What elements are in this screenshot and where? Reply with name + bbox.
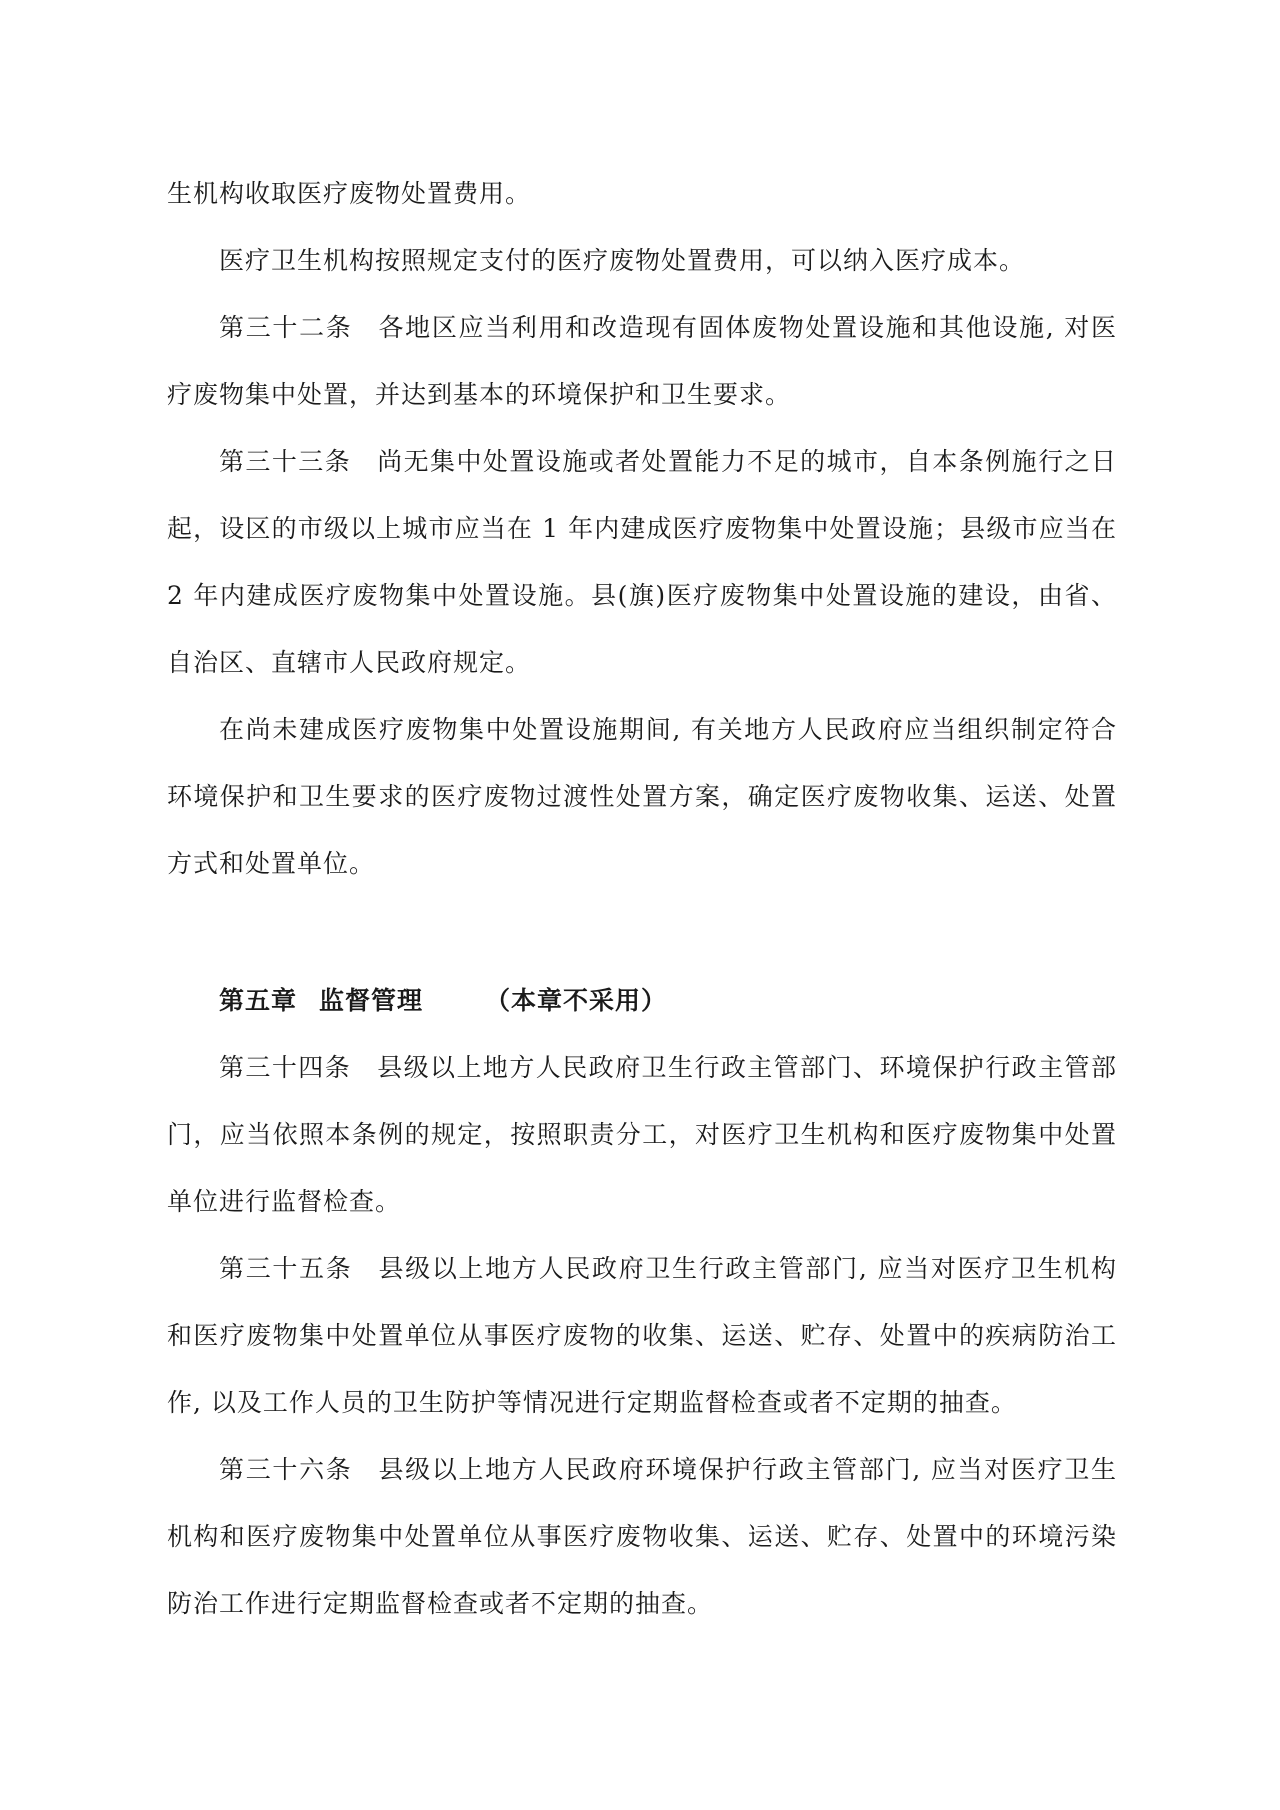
document-page [167, 160, 1117, 1637]
article-32 [167, 294, 1117, 428]
chapter-heading [167, 967, 1117, 1034]
article-36 [167, 1436, 1117, 1637]
article-33 [167, 428, 1117, 696]
article-text: 县级以上地方人民政府卫生行政主管部门, 应当对医疗卫生机构和医疗废物集中处置单位从事医疗废物的收集、运送、贮存、处置中的疾病防治工作, 以及工作人员的卫生防护等情况进行定期监督检查或者不定期的抽查。 [167, 1254, 1117, 1417]
article-number: 第三十五条 [219, 1254, 353, 1283]
article-35 [167, 1235, 1117, 1436]
paragraph-fee: 医疗卫生机构按照规定支付的医疗废物处置费用，可以纳入医疗成本。 [219, 246, 1026, 275]
article-33-paragraph-2: 在尚未建成医疗废物集中处置设施期间, 有关地方人民政府应当组织制定符合环境保护和卫生要求的医疗废物过渡性处置方案，确定医疗废物收集、运送、处置方式和处置单位。 [167, 715, 1117, 878]
article-number: 第三十二条 [219, 313, 353, 342]
article-34 [167, 1034, 1117, 1235]
chapter-number: 第五章 [219, 986, 298, 1015]
article-text: 县级以上地方人民政府卫生行政主管部门、环境保护行政主管部门，应当依照本条例的规定，按照职责分工，对医疗卫生机构和医疗废物集中处置单位进行监督检查。 [167, 1053, 1117, 1216]
article-text: 各地区应当利用和改造现有固体废物处置设施和其他设施, 对医疗废物集中处置，并达到基本的环境保护和卫生要求。 [167, 313, 1117, 409]
chapter-note: （本章不采用） [485, 986, 668, 1015]
chapter-title: 监督管理 [319, 986, 424, 1015]
article-number: 第三十三条 [219, 447, 352, 476]
article-text: 县级以上地方人民政府环境保护行政主管部门, 应当对医疗卫生机构和医疗废物集中处置单位从事医疗废物收集、运送、贮存、处置中的环境污染防治工作进行定期监督检查或者不定期的抽查。 [167, 1455, 1117, 1618]
article-number: 第三十六条 [219, 1455, 353, 1484]
article-number: 第三十四条 [219, 1053, 352, 1082]
article-text: 尚无集中处置设施或者处置能力不足的城市，自本条例施行之日起，设区的市级以上城市应当在 1 年内建成医疗废物集中处置设施；县级市应当在 2 年内建成医疗废物集中处置设施。县(旗)医疗废物集中处置设施的建设，由省、自治区、直辖市人民政府规定。 [167, 447, 1117, 677]
paragraph-continuation: 生机构收取医疗废物处置费用。 [167, 179, 532, 208]
